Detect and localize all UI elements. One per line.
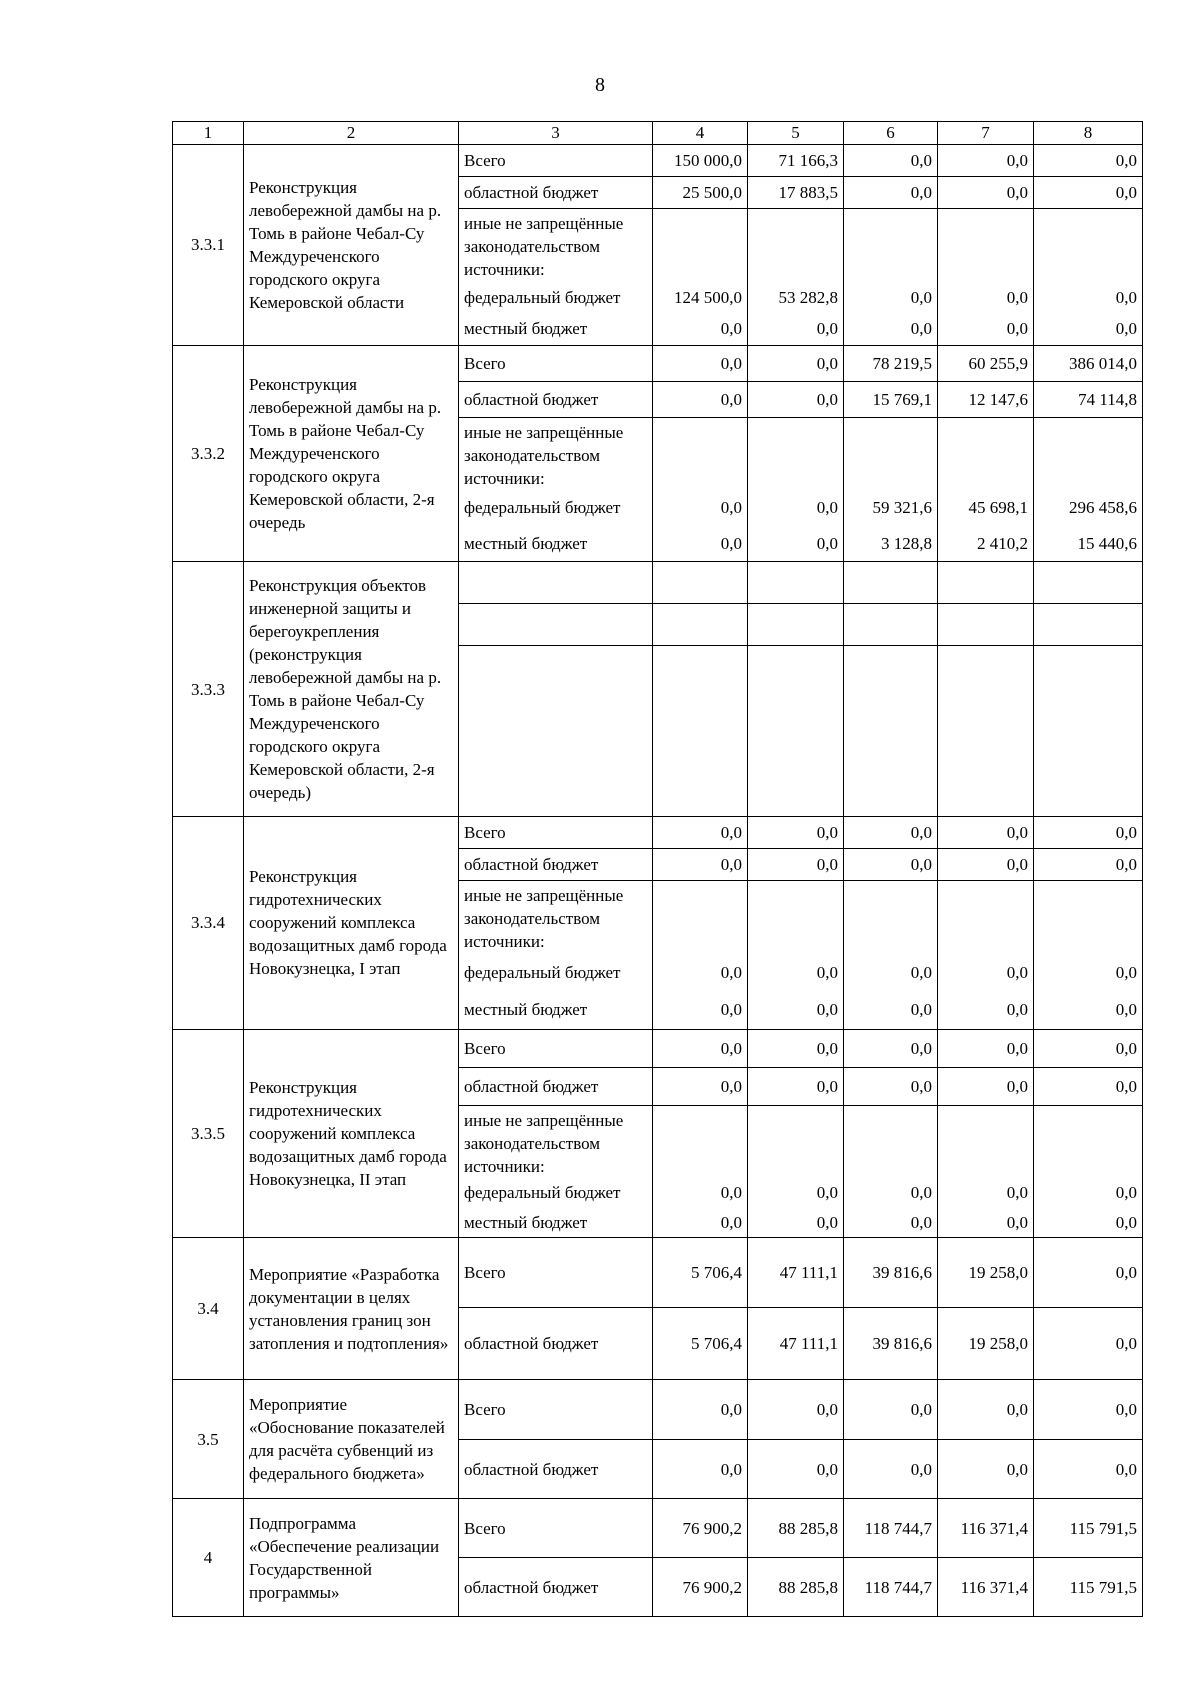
empty-cell bbox=[1034, 646, 1143, 817]
source-label: Всего bbox=[459, 1380, 653, 1440]
empty-cell bbox=[748, 646, 844, 817]
other-sources-label: иные не запрещённые законодательством источники: bbox=[459, 417, 653, 490]
value-cell: 0,0 bbox=[748, 526, 844, 562]
value-cell: 45 698,1 bbox=[938, 490, 1034, 526]
value-cell: 0,0 bbox=[748, 1380, 844, 1440]
value-cell: 78 219,5 bbox=[844, 345, 938, 381]
value-cell: 0,0 bbox=[1034, 1178, 1143, 1208]
value-cell: 0,0 bbox=[938, 145, 1034, 177]
table-row bbox=[173, 1029, 1143, 1067]
entry-number: 3.5 bbox=[173, 1380, 244, 1499]
value-cell: 0,0 bbox=[653, 381, 748, 417]
value-cell: 0,0 bbox=[748, 849, 844, 881]
value-cell: 25 500,0 bbox=[653, 177, 748, 209]
value-cell: 0,0 bbox=[1034, 1208, 1143, 1238]
value-cell: 0,0 bbox=[938, 1067, 1034, 1105]
page-number: 8 bbox=[595, 74, 605, 96]
empty-cell bbox=[844, 1105, 938, 1178]
column-header: 2 bbox=[244, 122, 459, 145]
value-cell: 0,0 bbox=[844, 145, 938, 177]
value-cell: 53 282,8 bbox=[748, 281, 844, 313]
value-cell: 0,0 bbox=[653, 1178, 748, 1208]
value-cell: 0,0 bbox=[1034, 313, 1143, 345]
value-cell: 0,0 bbox=[1034, 953, 1143, 991]
value-cell: 0,0 bbox=[653, 817, 748, 849]
value-cell: 0,0 bbox=[748, 1440, 844, 1499]
value-cell: 0,0 bbox=[1034, 177, 1143, 209]
empty-cell bbox=[748, 881, 844, 954]
value-cell: 0,0 bbox=[748, 345, 844, 381]
value-cell: 296 458,6 bbox=[1034, 490, 1143, 526]
entry-number: 3.3.3 bbox=[173, 562, 244, 817]
value-cell: 0,0 bbox=[748, 1178, 844, 1208]
value-cell: 0,0 bbox=[748, 490, 844, 526]
value-cell: 0,0 bbox=[748, 381, 844, 417]
source-label: Всего bbox=[459, 145, 653, 177]
header-row bbox=[173, 122, 1143, 145]
value-cell: 0,0 bbox=[938, 991, 1034, 1029]
column-header: 8 bbox=[1034, 122, 1143, 145]
value-cell: 0,0 bbox=[938, 1029, 1034, 1067]
value-cell: 0,0 bbox=[844, 849, 938, 881]
value-cell: 0,0 bbox=[1034, 1308, 1143, 1380]
empty-cell bbox=[459, 604, 653, 646]
empty-cell bbox=[938, 1105, 1034, 1178]
value-cell: 115 791,5 bbox=[1034, 1499, 1143, 1558]
value-cell: 0,0 bbox=[844, 1208, 938, 1238]
source-label: местный бюджет bbox=[459, 313, 653, 345]
value-cell: 0,0 bbox=[748, 1208, 844, 1238]
source-label: Всего bbox=[459, 345, 653, 381]
column-header: 1 bbox=[173, 122, 244, 145]
value-cell: 60 255,9 bbox=[938, 345, 1034, 381]
empty-cell bbox=[459, 646, 653, 817]
empty-cell bbox=[653, 562, 748, 604]
entry-name: Реконструкция левобережной дамбы на р. Томь в районе Чебал-Су Междуреченского городского округа Кемеровской области bbox=[244, 145, 459, 346]
empty-cell bbox=[844, 881, 938, 954]
value-cell: 74 114,8 bbox=[1034, 381, 1143, 417]
value-cell: 0,0 bbox=[844, 1178, 938, 1208]
entry-name: Реконструкция гидротехнических сооружений комплекса водозащитных дамб города Новокузнецка, I этап bbox=[244, 817, 459, 1030]
empty-cell bbox=[748, 1105, 844, 1178]
value-cell: 0,0 bbox=[1034, 991, 1143, 1029]
source-label: местный бюджет bbox=[459, 526, 653, 562]
value-cell: 0,0 bbox=[844, 953, 938, 991]
value-cell: 0,0 bbox=[748, 991, 844, 1029]
value-cell: 0,0 bbox=[653, 953, 748, 991]
value-cell: 115 791,5 bbox=[1034, 1558, 1143, 1617]
value-cell: 0,0 bbox=[1034, 1029, 1143, 1067]
empty-cell bbox=[844, 646, 938, 817]
table-row bbox=[173, 145, 1143, 177]
source-label: Всего bbox=[459, 1238, 653, 1308]
column-header: 6 bbox=[844, 122, 938, 145]
empty-cell bbox=[938, 562, 1034, 604]
empty-cell bbox=[1034, 604, 1143, 646]
value-cell: 0,0 bbox=[1034, 281, 1143, 313]
empty-cell bbox=[653, 417, 748, 490]
value-cell: 0,0 bbox=[938, 1178, 1034, 1208]
value-cell: 0,0 bbox=[1034, 1380, 1143, 1440]
value-cell: 0,0 bbox=[938, 313, 1034, 345]
value-cell: 0,0 bbox=[748, 817, 844, 849]
empty-cell bbox=[938, 646, 1034, 817]
other-sources-label: иные не запрещённые законодательством источники: bbox=[459, 209, 653, 282]
value-cell: 0,0 bbox=[938, 1380, 1034, 1440]
value-cell: 0,0 bbox=[844, 1067, 938, 1105]
value-cell: 0,0 bbox=[1034, 817, 1143, 849]
value-cell: 0,0 bbox=[938, 817, 1034, 849]
value-cell: 0,0 bbox=[1034, 145, 1143, 177]
entry-name: Реконструкция левобережной дамбы на р. Томь в районе Чебал-Су Междуреченского городского округа Кемеровской области, 2-я очередь bbox=[244, 345, 459, 562]
source-label: областной бюджет bbox=[459, 1308, 653, 1380]
entry-number: 3.4 bbox=[173, 1238, 244, 1380]
source-label: областной бюджет bbox=[459, 381, 653, 417]
empty-cell bbox=[1034, 881, 1143, 954]
empty-cell bbox=[653, 209, 748, 282]
value-cell: 0,0 bbox=[938, 849, 1034, 881]
source-label: Всего bbox=[459, 1029, 653, 1067]
entry-number: 3.3.5 bbox=[173, 1029, 244, 1238]
value-cell: 0,0 bbox=[844, 1440, 938, 1499]
value-cell: 0,0 bbox=[844, 1380, 938, 1440]
value-cell: 76 900,2 bbox=[653, 1499, 748, 1558]
other-sources-label: иные не запрещённые законодательством источники: bbox=[459, 1105, 653, 1178]
empty-cell bbox=[748, 209, 844, 282]
value-cell: 0,0 bbox=[748, 953, 844, 991]
empty-cell bbox=[748, 604, 844, 646]
value-cell: 0,0 bbox=[844, 281, 938, 313]
empty-cell bbox=[653, 881, 748, 954]
empty-cell bbox=[1034, 417, 1143, 490]
entry-name: Реконструкция объектов инженерной защиты и берегоукрепления (реконструкция левобережной дамбы на р. Томь в районе Чебал-Су Междуреченского городского округа Кемеровской области, 2-я очередь) bbox=[244, 562, 459, 817]
table-row bbox=[173, 1499, 1143, 1558]
value-cell: 0,0 bbox=[653, 313, 748, 345]
empty-cell bbox=[938, 604, 1034, 646]
source-label: областной бюджет bbox=[459, 177, 653, 209]
value-cell: 0,0 bbox=[653, 1208, 748, 1238]
source-label: федеральный бюджет bbox=[459, 490, 653, 526]
value-cell: 0,0 bbox=[653, 1067, 748, 1105]
empty-cell bbox=[1034, 209, 1143, 282]
source-label: федеральный бюджет bbox=[459, 1178, 653, 1208]
table-row bbox=[173, 562, 1143, 604]
empty-cell bbox=[459, 562, 653, 604]
source-label: федеральный бюджет bbox=[459, 281, 653, 313]
value-cell: 118 744,7 bbox=[844, 1499, 938, 1558]
source-label: областной бюджет bbox=[459, 1440, 653, 1499]
value-cell: 124 500,0 bbox=[653, 281, 748, 313]
value-cell: 0,0 bbox=[1034, 1067, 1143, 1105]
value-cell: 0,0 bbox=[1034, 1238, 1143, 1308]
value-cell: 39 816,6 bbox=[844, 1308, 938, 1380]
empty-cell bbox=[844, 209, 938, 282]
value-cell: 0,0 bbox=[844, 991, 938, 1029]
column-header: 7 bbox=[938, 122, 1034, 145]
value-cell: 0,0 bbox=[844, 1029, 938, 1067]
entry-name: Реконструкция гидротехнических сооружений комплекса водозащитных дамб города Новокузнецка, II этап bbox=[244, 1029, 459, 1238]
entry-number: 3.3.2 bbox=[173, 345, 244, 562]
value-cell: 0,0 bbox=[1034, 849, 1143, 881]
value-cell: 0,0 bbox=[748, 313, 844, 345]
value-cell: 116 371,4 bbox=[938, 1558, 1034, 1617]
value-cell: 76 900,2 bbox=[653, 1558, 748, 1617]
source-label: областной бюджет bbox=[459, 1558, 653, 1617]
entry-name: Мероприятие «Разработка документации в целях установления границ зон затопления и подтопления» bbox=[244, 1238, 459, 1380]
value-cell: 47 111,1 bbox=[748, 1308, 844, 1380]
value-cell: 150 000,0 bbox=[653, 145, 748, 177]
value-cell: 19 258,0 bbox=[938, 1308, 1034, 1380]
value-cell: 0,0 bbox=[653, 1380, 748, 1440]
value-cell: 118 744,7 bbox=[844, 1558, 938, 1617]
column-header: 4 bbox=[653, 122, 748, 145]
value-cell: 5 706,4 bbox=[653, 1238, 748, 1308]
value-cell: 0,0 bbox=[748, 1067, 844, 1105]
value-cell: 88 285,8 bbox=[748, 1499, 844, 1558]
table-row bbox=[173, 1238, 1143, 1308]
value-cell: 0,0 bbox=[844, 313, 938, 345]
source-label: Всего bbox=[459, 817, 653, 849]
budget-table bbox=[172, 121, 1143, 1617]
entry-name: Мероприятие «Обоснование показателей для расчёта субвенций из федерального бюджета» bbox=[244, 1380, 459, 1499]
value-cell: 71 166,3 bbox=[748, 145, 844, 177]
source-label: Всего bbox=[459, 1499, 653, 1558]
source-label: областной бюджет bbox=[459, 1067, 653, 1105]
empty-cell bbox=[653, 604, 748, 646]
value-cell: 5 706,4 bbox=[653, 1308, 748, 1380]
table-row bbox=[173, 345, 1143, 381]
empty-cell bbox=[938, 417, 1034, 490]
value-cell: 0,0 bbox=[748, 1029, 844, 1067]
value-cell: 12 147,6 bbox=[938, 381, 1034, 417]
value-cell: 39 816,6 bbox=[844, 1238, 938, 1308]
value-cell: 0,0 bbox=[653, 1440, 748, 1499]
empty-cell bbox=[653, 646, 748, 817]
value-cell: 2 410,2 bbox=[938, 526, 1034, 562]
column-header: 5 bbox=[748, 122, 844, 145]
value-cell: 0,0 bbox=[938, 1208, 1034, 1238]
empty-cell bbox=[1034, 562, 1143, 604]
column-header: 3 bbox=[459, 122, 653, 145]
source-label: федеральный бюджет bbox=[459, 953, 653, 991]
value-cell: 15 440,6 bbox=[1034, 526, 1143, 562]
empty-cell bbox=[653, 1105, 748, 1178]
value-cell: 0,0 bbox=[1034, 1440, 1143, 1499]
value-cell: 116 371,4 bbox=[938, 1499, 1034, 1558]
value-cell: 0,0 bbox=[938, 953, 1034, 991]
value-cell: 0,0 bbox=[653, 490, 748, 526]
value-cell: 17 883,5 bbox=[748, 177, 844, 209]
value-cell: 19 258,0 bbox=[938, 1238, 1034, 1308]
value-cell: 0,0 bbox=[938, 177, 1034, 209]
source-label: местный бюджет bbox=[459, 991, 653, 1029]
value-cell: 0,0 bbox=[844, 817, 938, 849]
empty-cell bbox=[844, 604, 938, 646]
entry-number: 4 bbox=[173, 1499, 244, 1617]
value-cell: 386 014,0 bbox=[1034, 345, 1143, 381]
empty-cell bbox=[844, 417, 938, 490]
source-label: местный бюджет bbox=[459, 1208, 653, 1238]
value-cell: 0,0 bbox=[653, 991, 748, 1029]
entry-number: 3.3.4 bbox=[173, 817, 244, 1030]
value-cell: 0,0 bbox=[938, 281, 1034, 313]
value-cell: 0,0 bbox=[653, 1029, 748, 1067]
table-row bbox=[173, 1380, 1143, 1440]
empty-cell bbox=[1034, 1105, 1143, 1178]
value-cell: 59 321,6 bbox=[844, 490, 938, 526]
value-cell: 0,0 bbox=[653, 526, 748, 562]
value-cell: 0,0 bbox=[653, 849, 748, 881]
value-cell: 3 128,8 bbox=[844, 526, 938, 562]
table-row bbox=[173, 817, 1143, 849]
value-cell: 15 769,1 bbox=[844, 381, 938, 417]
value-cell: 0,0 bbox=[653, 345, 748, 381]
value-cell: 0,0 bbox=[844, 177, 938, 209]
value-cell: 47 111,1 bbox=[748, 1238, 844, 1308]
empty-cell bbox=[844, 562, 938, 604]
empty-cell bbox=[748, 417, 844, 490]
value-cell: 88 285,8 bbox=[748, 1558, 844, 1617]
empty-cell bbox=[748, 562, 844, 604]
value-cell: 0,0 bbox=[938, 1440, 1034, 1499]
entry-name: Подпрограмма «Обеспечение реализации Государственной программы» bbox=[244, 1499, 459, 1617]
source-label: областной бюджет bbox=[459, 849, 653, 881]
empty-cell bbox=[938, 209, 1034, 282]
other-sources-label: иные не запрещённые законодательством источники: bbox=[459, 881, 653, 954]
empty-cell bbox=[938, 881, 1034, 954]
entry-number: 3.3.1 bbox=[173, 145, 244, 346]
